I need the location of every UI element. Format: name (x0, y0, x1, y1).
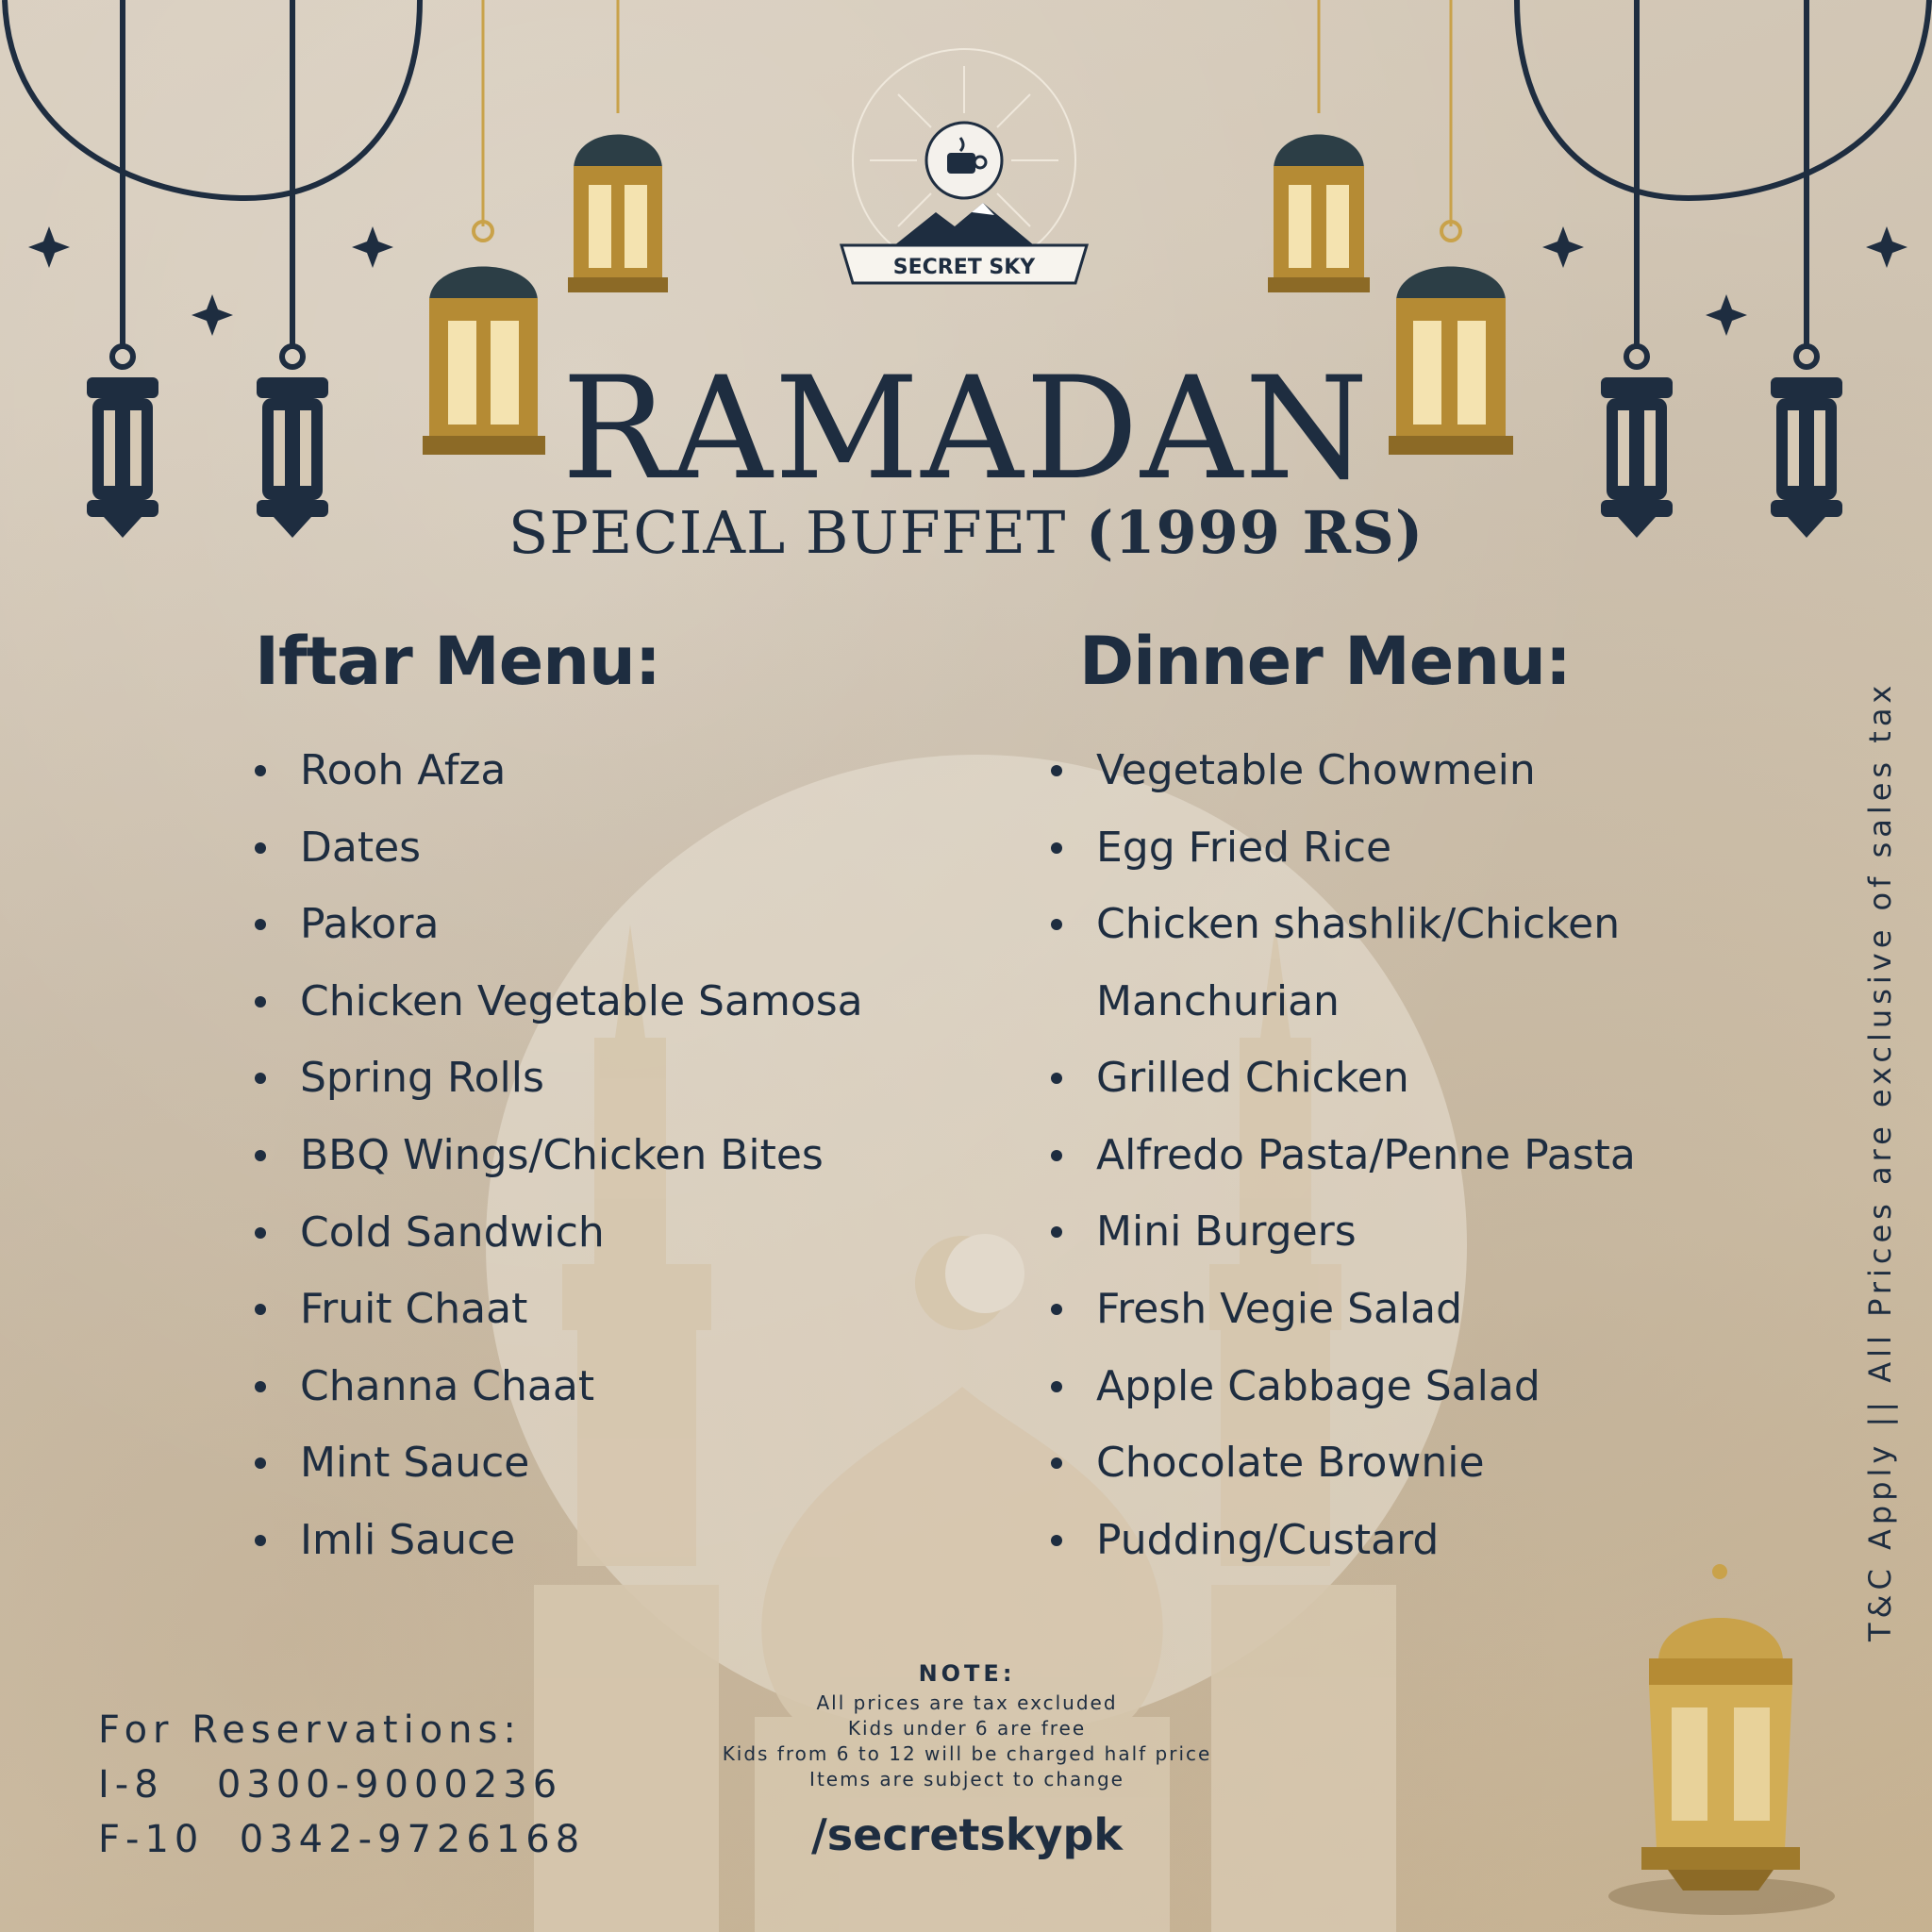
bullet-icon (1051, 1226, 1062, 1238)
bullet-icon (1051, 842, 1062, 854)
iftar-menu-item (255, 1194, 972, 1272)
subtitle (0, 498, 1932, 567)
iftar-menu-item (255, 1502, 972, 1579)
dinner-menu-item-label: Apple Cabbage Salad (1096, 1361, 1541, 1410)
dinner-menu-item-label: Pudding/Custard (1096, 1515, 1440, 1564)
iftar-menu-item-label: Channa Chaat (300, 1361, 595, 1410)
social-handle: /secretskypk (811, 1809, 1123, 1860)
iftar-menu-item-label: Rooh Afza (300, 746, 507, 794)
iftar-menu-item (255, 1348, 972, 1425)
dinner-menu-item (1051, 1348, 1730, 1425)
dinner-menu-heading: Dinner Menu: (1079, 623, 1571, 700)
note-line: All prices are tax excluded (816, 1691, 1118, 1714)
dinner-menu-item-label: Chocolate Brownie (1096, 1439, 1485, 1488)
dinner-menu-item (1051, 1040, 1730, 1117)
iftar-menu-item (255, 732, 972, 809)
terms-note: T&C Apply || All Prices are exclusive of sales tax (1862, 680, 1898, 1641)
iftar-menu-item-label: Cold Sandwich (300, 1208, 605, 1257)
dinner-menu-item (1051, 1271, 1730, 1348)
iftar-menu-item-label: BBQ Wings/Chicken Bites (300, 1130, 824, 1179)
dinner-menu-item-label: Grilled Chicken (1096, 1054, 1409, 1103)
dinner-menu-item (1051, 1502, 1730, 1579)
dinner-menu-item (1051, 1424, 1730, 1502)
dinner-menu-item-label: Vegetable Chowmein (1096, 746, 1536, 794)
dinner-menu-item (1051, 732, 1730, 809)
iftar-menu-item-label: Pakora (300, 900, 440, 949)
dinner-menu-item (1051, 1193, 1730, 1271)
bullet-icon (1051, 1304, 1062, 1315)
iftar-menu-item-label: Chicken Vegetable Samosa (300, 976, 863, 1025)
gold-lantern-icon (568, 0, 668, 292)
page-title: RAMADAN (561, 347, 1371, 511)
reservations-block (98, 1703, 585, 1867)
dinner-menu-item (1051, 1117, 1730, 1194)
brand-logo (832, 47, 1096, 349)
bullet-icon (1051, 1457, 1062, 1469)
dinner-menu-item-label: Egg Fried Rice (1096, 823, 1392, 872)
gold-lantern-icon (1608, 1564, 1835, 1915)
iftar-menu-item-label: Fruit Chaat (300, 1285, 528, 1334)
note-line: Kids from 6 to 12 will be charged half price (722, 1742, 1212, 1765)
bullet-icon (1051, 1150, 1062, 1161)
bullet-icon (255, 996, 266, 1008)
iftar-menu-list (255, 732, 972, 1579)
reservations-label: For Reservations: (98, 1708, 522, 1752)
iftar-menu-item (255, 1424, 972, 1502)
bullet-icon (255, 842, 266, 854)
iftar-menu-item-label: Dates (300, 823, 422, 872)
iftar-menu-item-label: Imli Sauce (300, 1515, 516, 1564)
reservation-phone-i8: I-8 0300-9000236 (98, 1763, 563, 1807)
logo-text: SECRET SKY (892, 256, 1036, 279)
bullet-icon (1051, 1381, 1062, 1392)
bullet-icon (1051, 1073, 1062, 1084)
note-line: Kids under 6 are free (847, 1717, 1087, 1740)
bullet-icon (255, 1150, 266, 1161)
iftar-menu-item (255, 963, 972, 1041)
iftar-menu-item (255, 809, 972, 887)
dinner-menu-item-label: Chicken shashlik/Chicken Manchurian (1096, 900, 1621, 1025)
note-title: NOTE: (918, 1660, 1016, 1687)
dinner-menu-item-label: Mini Burgers (1096, 1208, 1357, 1257)
iftar-menu-item-label: Mint Sauce (300, 1439, 530, 1488)
iftar-menu-item (255, 886, 972, 963)
dinner-menu-item (1051, 886, 1730, 1040)
subtitle-text: SPECIAL BUFFET (508, 498, 1067, 567)
reservation-phone-f10: F-10 0342-9726168 (98, 1818, 586, 1861)
note-line: Items are subject to change (809, 1768, 1124, 1790)
iftar-menu-item (255, 1117, 972, 1194)
bullet-icon (255, 919, 266, 930)
gold-lantern-icon (1268, 0, 1370, 292)
iftar-menu-item (255, 1271, 972, 1348)
bullet-icon (255, 1381, 266, 1392)
bullet-icon (255, 765, 266, 776)
dinner-menu-item-label: Fresh Vegie Salad (1096, 1284, 1463, 1333)
dinner-menu-list (1051, 732, 1730, 1578)
iftar-menu-item-label: Spring Rolls (300, 1054, 544, 1103)
bullet-icon (255, 1227, 266, 1239)
iftar-menu-item (255, 1040, 972, 1117)
buffet-price: (1999 RS) (1086, 498, 1424, 567)
bullet-icon (255, 1457, 266, 1469)
mountain-icon (889, 203, 1040, 250)
dinner-menu-item-label: Alfredo Pasta/Penne Pasta (1096, 1130, 1636, 1179)
iftar-menu-heading: Iftar Menu: (255, 623, 660, 700)
bullet-icon (1051, 919, 1062, 930)
dinner-menu-item (1051, 809, 1730, 887)
note-block (660, 1660, 1274, 1792)
bullet-icon (1051, 1535, 1062, 1546)
bullet-icon (255, 1535, 266, 1546)
bullet-icon (255, 1073, 266, 1084)
bullet-icon (1051, 765, 1062, 776)
bullet-icon (255, 1304, 266, 1315)
